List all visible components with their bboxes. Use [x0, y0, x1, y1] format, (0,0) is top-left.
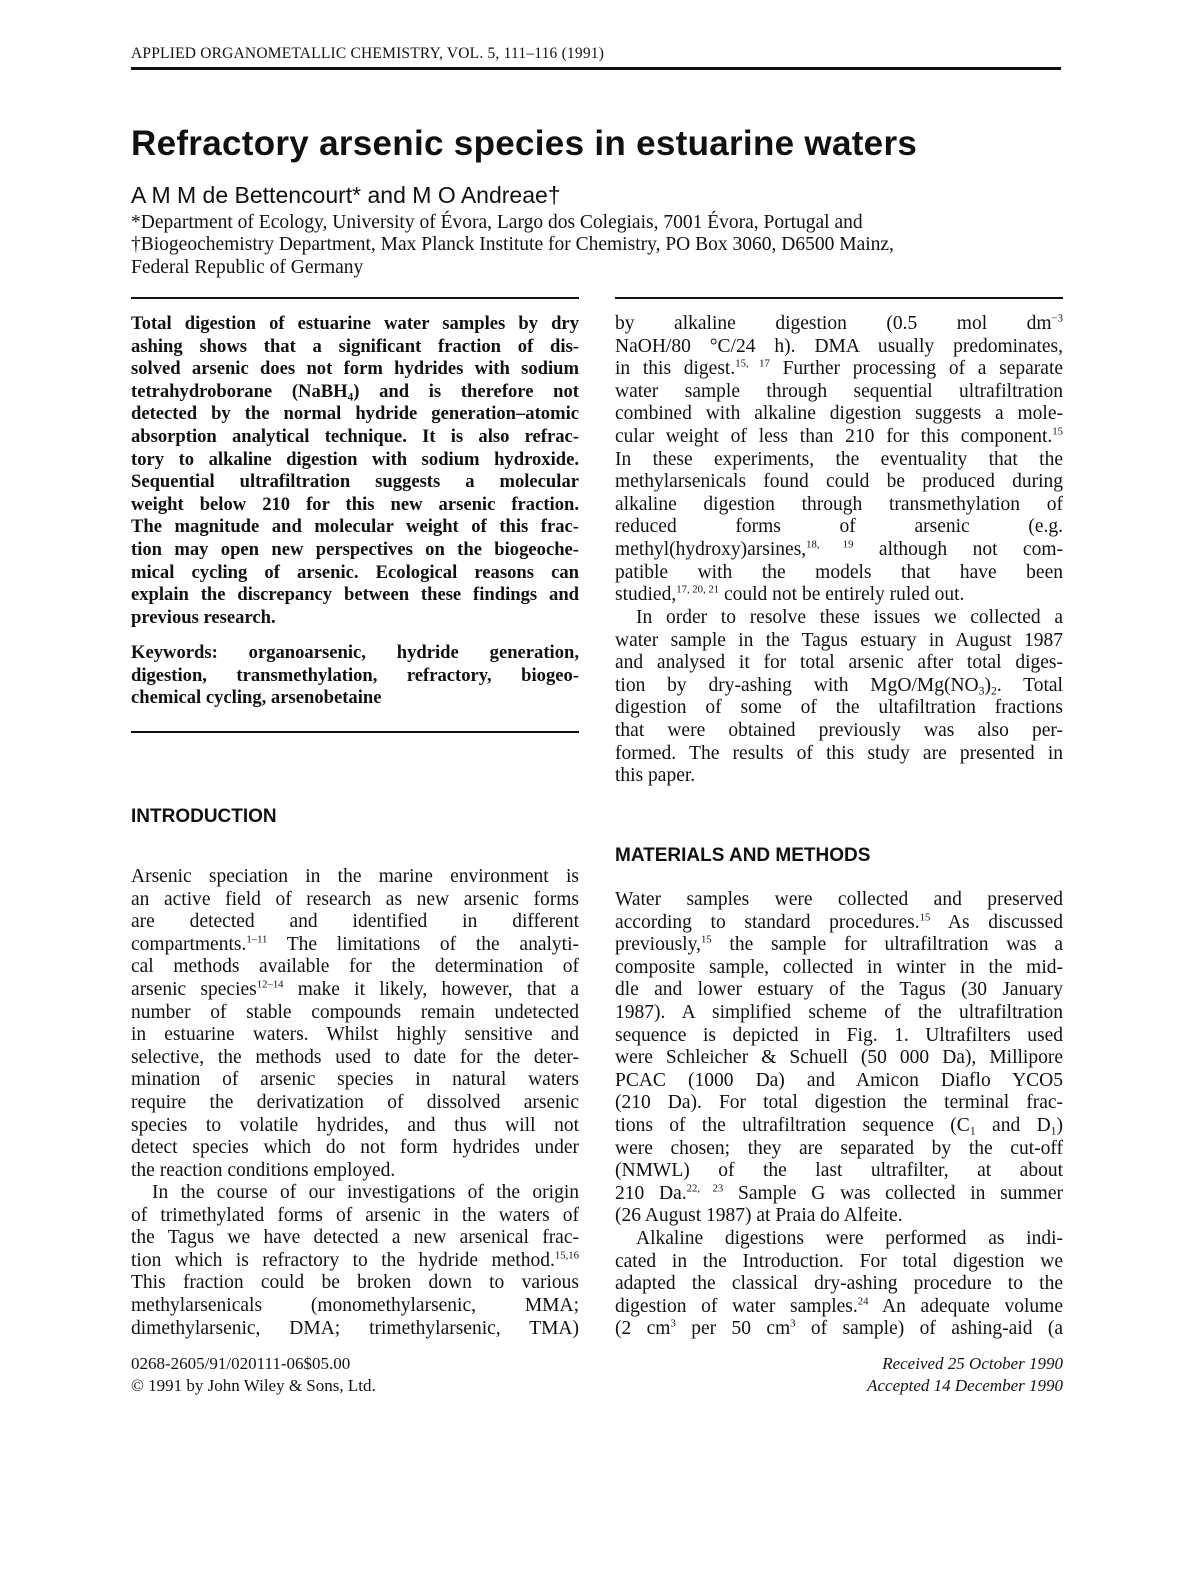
methods-paragraph-2: [615, 1228, 1063, 1341]
text-line: according to standard procedures.$^{15}$ As discussed: [615, 911, 1063, 933]
issn-code: 0268-2605/91/020111-06$05.00: [131, 1354, 351, 1373]
affiliations: [131, 212, 1071, 279]
text-line: PCAC (1000 Da) and Amicon Diaflo YCO5: [615, 1069, 1063, 1091]
text-line: In these experiments, the eventuality that the: [615, 448, 1063, 470]
text-line: formed. The results of this study are presented in: [615, 742, 1063, 764]
text-line: (2 $cm^3$ per 50 $cm^3$ of sample) of ashing-aid (a: [615, 1317, 1063, 1340]
introduction-paragraph-2: [131, 1182, 579, 1340]
text-line: studied,$^{17, 20, 21}$ could not be entirely ruled out.: [615, 583, 965, 606]
journal-header: APPLIED ORGANOMETALLIC CHEMISTRY, VOL. 5, 111–116 (1991): [131, 45, 605, 62]
text-line: in this digest.$^{15, 17}$ Further processing of a separate: [615, 357, 1064, 380]
text-line: composite sample, collected in winter in the mid-: [615, 956, 1063, 978]
text-line: In the course of our investigations of the origin: [152, 1182, 579, 1203]
text-line: water sample through sequential ultrafiltration: [615, 380, 1063, 402]
text-line: methylarsenicals (monomethylarsenic, MMA;: [131, 1294, 579, 1316]
text-line: (26 August 1987) at Praia do Alfeite.: [615, 1205, 903, 1227]
text-line: by alkaline digestion (0.5 mol $dm^{-3}$: [615, 312, 1063, 334]
text-line: arsenic species$^{12-14}$ make it likely, however, that a: [131, 978, 579, 1000]
text-line: that were obtained previously was also per-: [615, 719, 1063, 741]
text-line: (210 Da). For total digestion the terminal frac-: [615, 1092, 1063, 1114]
methods-paragraph-1: [615, 889, 1063, 1228]
text-line: require the derivatization of dissolved arsenic: [131, 1091, 579, 1113]
text-line: previous research.: [131, 606, 276, 628]
text-line: the reaction conditions employed.: [131, 1159, 396, 1181]
paper-title: Refractory arsenic species in estuarine waters: [131, 124, 918, 163]
text-line: reduced forms of arsenic (e.g.: [615, 516, 1063, 538]
text-line: digestion of water samples.$^{24}$ An adequate volume: [615, 1295, 1063, 1317]
text-line: methyl(hydroxy)arsines,$^{18, 19}$ although not com-: [615, 538, 1063, 560]
text-line: chemical cycling, arsenobetaine: [131, 687, 382, 709]
authors: A M M de Bettencourt* and M O Andreae†: [131, 182, 561, 208]
text-line: sequence is depicted in Fig. 1. Ultrafilters used: [615, 1024, 1063, 1046]
text-line: cated in the Introduction. For total digestion we: [615, 1250, 1063, 1272]
text-line: dimethylarsenic, DMA; trimethylarsenic, TMA): [131, 1317, 579, 1339]
text-line: digestion, transmethylation, refractory, biogeo-: [131, 664, 579, 686]
text-line: cular weight of less than 210 for this component.$^{15}$: [615, 425, 1063, 447]
text-line: previously,$^{15}$ the sample for ultrafiltration was a: [615, 933, 1063, 956]
text-line: Alkaline digestions were performed as indi-: [636, 1228, 1063, 1249]
text-line: explain the discrepancy between these findings and: [131, 584, 579, 606]
text-line: in estuarine waters. Whilst highly sensitive and: [131, 1024, 579, 1046]
header-rule: [131, 67, 1061, 70]
footer-left: [131, 1353, 376, 1396]
text-line: Total digestion of estuarine water samples by dry: [131, 313, 579, 334]
text-line: alkaline digestion through transmethylation of: [615, 493, 1063, 515]
text-line: tions of the ultrafiltration sequence ($C_1$ and $D_1$): [615, 1114, 1063, 1138]
text-line: tetrahydroborane (NaBH$_4$) and is therefore not: [131, 380, 579, 404]
text-line: the Tagus we have detected a new arsenical frac-: [131, 1227, 579, 1249]
text-line: This fraction could be broken down to various: [131, 1272, 579, 1294]
text-line: an active field of research as new arsenic forms: [131, 888, 579, 910]
text-line: mination of arsenic species in natural waters: [131, 1069, 579, 1091]
affiliation-3: Federal Republic of Germany: [131, 256, 364, 278]
text-line: (NMWL) of the last ultrafilter, at about: [615, 1160, 1063, 1182]
text-line: mical cycling of arsenic. Ecological reasons can: [131, 561, 579, 583]
text-line: are detected and identified in different: [131, 911, 579, 933]
text-line: patible with the models that have been: [615, 561, 1063, 583]
copyright: © 1991 by John Wiley & Sons, Ltd.: [131, 1375, 376, 1395]
text-line: 210 Da.$^{22, 23}$ Sample G was collected in summer: [615, 1182, 1063, 1204]
text-line: digestion of some of the ultafiltration fractions: [615, 697, 1063, 719]
affiliation-1: *Department of Ecology, University of Évora, Largo dos Colegiais, 7001 Évora, Portugal and: [131, 212, 863, 233]
text-line: Sequential ultrafiltration suggests a molecular: [131, 471, 579, 493]
text-line: NaOH/80 °C/24 h). DMA usually predominates,: [615, 335, 1063, 357]
footer-right: [663, 1353, 1063, 1396]
text-line: adapted the classical dry-ashing procedure to the: [615, 1273, 1063, 1295]
text-line: water sample in the Tagus estuary in August 1987: [615, 629, 1063, 651]
text-line: solved arsenic does not form hydrides with sodium: [131, 358, 579, 380]
accepted-date: Accepted 14 December 1990: [867, 1375, 1063, 1395]
text-line: were chosen; they are separated by the cut-off: [615, 1137, 1063, 1159]
text-line: dle and lower estuary of the Tagus (30 January: [615, 979, 1063, 1001]
text-line: were Schleicher & Schuell (50 000 Da), Millipore: [615, 1047, 1063, 1069]
text-line: Keywords: organoarsenic, hydride generation,: [131, 642, 579, 663]
column-top-rule: [615, 297, 1063, 299]
text-line: combined with alkaline digestion suggests a mole-: [615, 403, 1063, 425]
text-line: detected by the normal hydride generation–atomic: [131, 403, 579, 425]
text-line: tion may open new perspectives on the biogeoche-: [131, 538, 579, 560]
text-line: tory to alkaline digestion with sodium hydroxide.: [131, 448, 579, 470]
text-line: absorption analytical technique. It is also refrac-: [131, 425, 579, 447]
text-line: detect species which do not form hydrides under: [131, 1137, 579, 1159]
text-line: methylarsenicals found could be produced during: [615, 471, 1063, 493]
text-line: In order to resolve these issues we collected a: [636, 607, 1063, 628]
text-line: Arsenic speciation in the marine environment is: [131, 866, 579, 887]
text-line: tion which is refractory to the hydride method.$^{15,16}$: [131, 1249, 579, 1271]
introduction-paragraph-3: [615, 607, 1063, 788]
introduction-paragraph-1: [131, 866, 579, 1182]
text-line: The magnitude and molecular weight of this frac-: [131, 516, 579, 538]
text-line: 1987). A simplified scheme of the ultrafiltration: [615, 1001, 1063, 1023]
introduction-paragraph-2-continued: [615, 313, 1063, 607]
text-line: Water samples were collected and preserved: [615, 889, 1063, 910]
text-line: selective, the methods used to date for the deter-: [131, 1046, 579, 1068]
keywords: [131, 642, 579, 710]
text-line: compartments.$^{1-11}$ The limitations of the analyti-: [131, 933, 579, 955]
text-line: species to volatile hydrides, and thus will not: [131, 1114, 579, 1136]
text-line: of trimethylated forms of arsenic in the waters of: [131, 1204, 579, 1226]
text-line: this paper.: [615, 765, 696, 787]
text-line: cal methods available for the determination of: [131, 956, 579, 978]
introduction-heading: INTRODUCTION: [131, 806, 277, 827]
text-line: weight below 210 for this new arsenic fraction.: [131, 493, 579, 515]
text-line: number of stable compounds remain undetected: [131, 1001, 579, 1023]
abstract: [131, 313, 579, 629]
text-line: tion by dry-ashing with MgO/$Mg(NO_3)_2$. Total: [615, 674, 1063, 698]
text-line: ashing shows that a significant fraction of dis-: [131, 335, 579, 357]
abstract-top-rule: [131, 297, 579, 299]
text-line: and analysed it for total arsenic after total diges-: [615, 652, 1063, 674]
abstract-bottom-rule: [131, 731, 579, 733]
affiliation-2: †Biogeochemistry Department, Max Planck Institute for Chemistry, PO Box 3060, D6500 Mainz,: [131, 234, 894, 256]
methods-heading: MATERIALS AND METHODS: [615, 845, 871, 866]
received-date: Received 25 October 1990: [882, 1354, 1063, 1373]
